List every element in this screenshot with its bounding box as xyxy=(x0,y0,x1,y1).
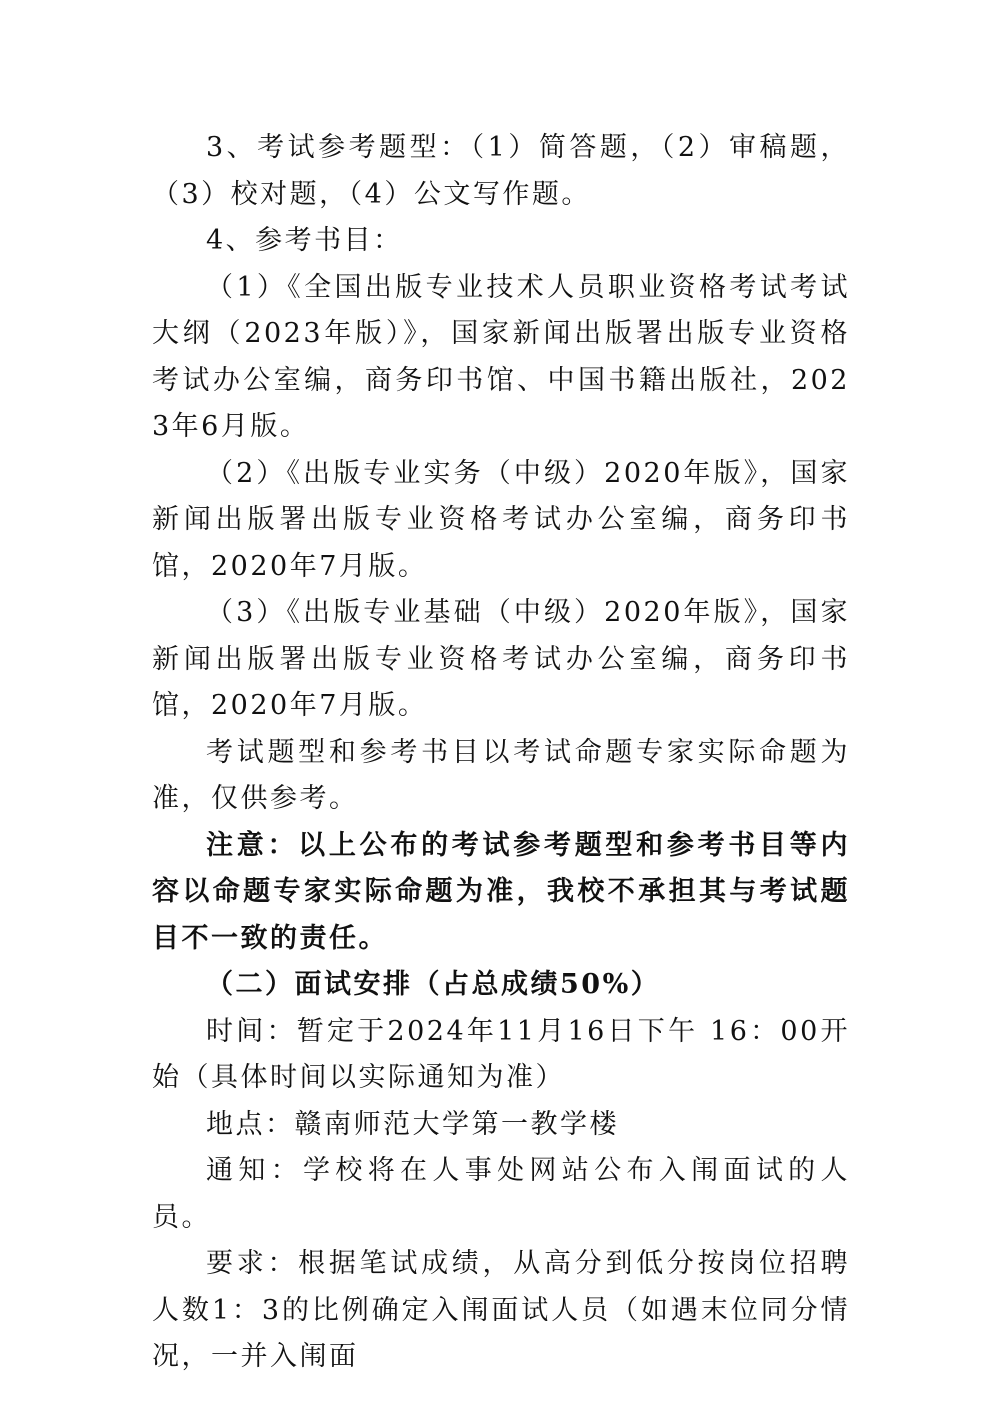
exam-question-types-paragraph: 3、考试参考题型：（1）简答题，（2）审稿题，（3）校对题，（4）公文写作题。 xyxy=(152,132,850,210)
reference-book-3: （3）《出版专业基础（中级）2020年版》，国家新闻出版署出版专业资格考试办公室编，商务印书馆，2020年7月版。 xyxy=(152,597,850,721)
interview-notice-paragraph: 通知：学校将在人事处网站公布入闱面试的人员。 xyxy=(152,1155,850,1233)
interview-requirement-paragraph: 要求：根据笔试成绩，从高分到低分按岗位招聘人数1：3的比例确定入闱面试人员（如遇末位同分情况，一并入闱面 xyxy=(152,1248,850,1372)
interview-time-paragraph: 时间：暂定于2024年11月16日下午 16：00开始（具体时间以实际通知为准） xyxy=(152,1015,850,1093)
document-body xyxy=(152,125,850,1381)
reference-book-2: （2）《出版专业实务（中级）2020年版》，国家新闻出版署出版专业资格考试办公室编，商务印书馆，2020年7月版。 xyxy=(152,457,850,582)
notice-paragraph: 注意：以上公布的考试参考题型和参考书目等内容以命题专家实际命题为准，我校不承担其与考试题目不一致的责任。 xyxy=(152,829,850,954)
interview-location-paragraph: 地点：赣南师范大学第一教学楼 xyxy=(206,1108,619,1140)
interview-section-heading: （二）面试安排（占总成绩50%） xyxy=(206,969,661,1000)
reference-book-1: （1）《全国出版专业技术人员职业资格考试考试大纲（2023年版）》，国家新闻出版署出版专业资格考试办公室编，商务印书馆、中国书籍出版社，2023年6月版。 xyxy=(152,271,850,442)
reference-books-heading: 4、参考书目： xyxy=(206,225,403,256)
reference-disclaimer-paragraph: 考试题型和参考书目以考试命题专家实际命题为准，仅供参考。 xyxy=(152,736,850,814)
